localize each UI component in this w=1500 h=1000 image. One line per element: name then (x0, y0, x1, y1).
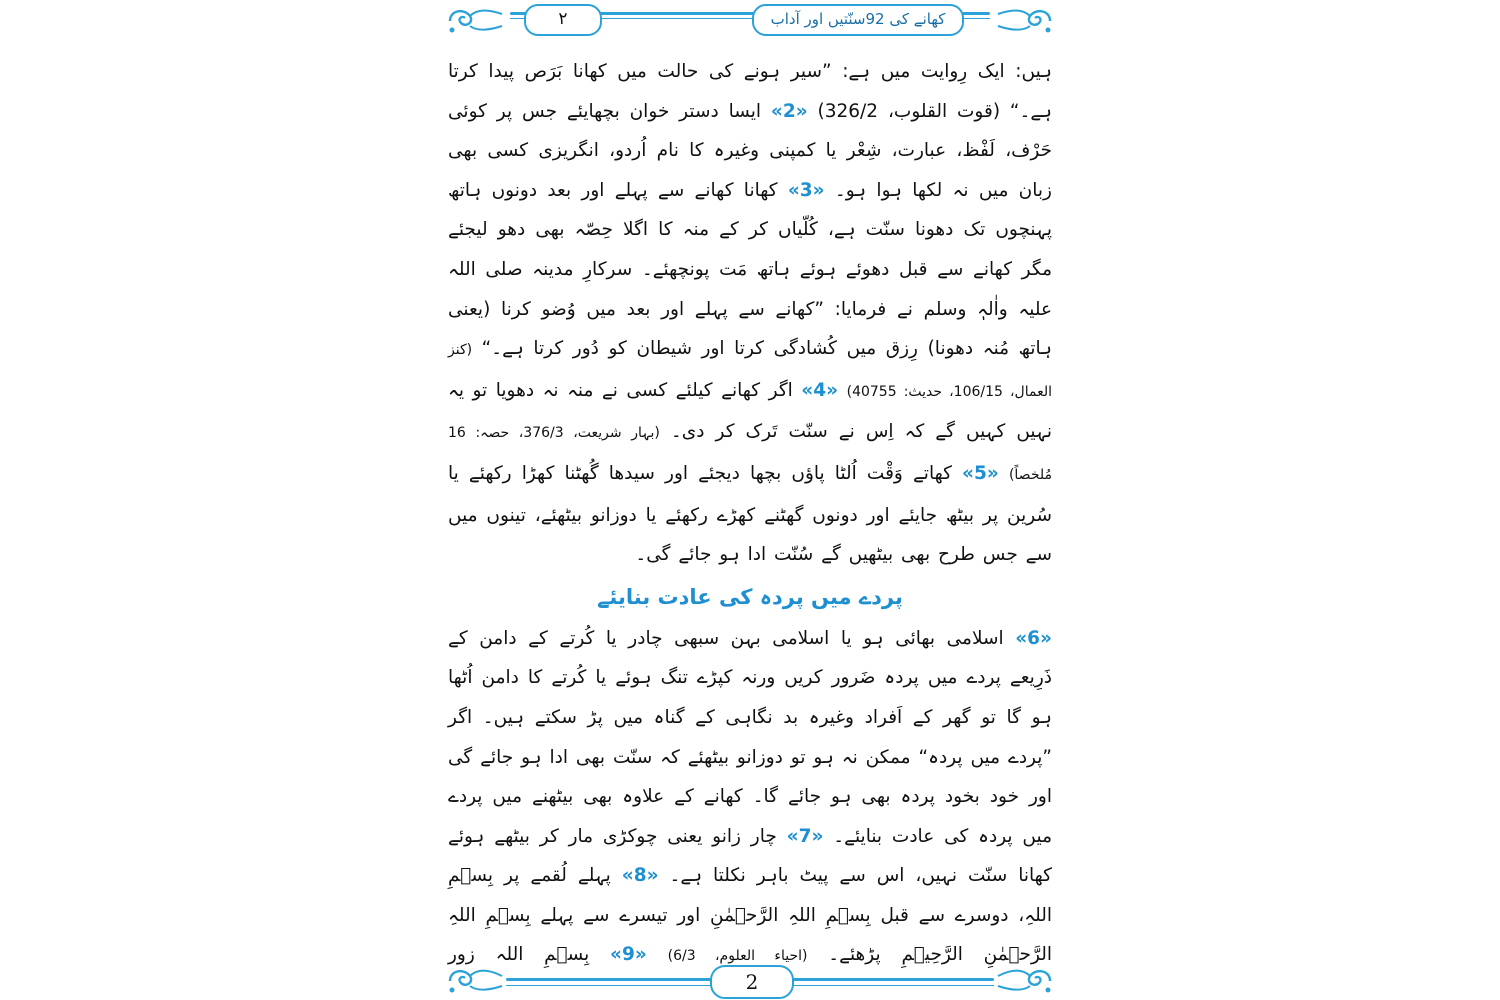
item-number: «3» (787, 179, 825, 201)
item-number: «9» (610, 944, 647, 966)
page-footer (440, 962, 1060, 998)
text-run: ایسا دستر خوان بچھایئے جس پر کوئی حَرْف، لَفْظ، عبارت، شِعْر یا کمپنی وغیرہ کا نام اُردو، انگریزی کسی بھی زبان میں نہ لکھا ہوا ہو۔ (448, 100, 1052, 201)
running-title: کھانے کی 92سنّتیں اور آداب (752, 4, 964, 36)
section-heading: پردے میں پردہ کی عادت بنایئے (597, 584, 903, 609)
book-page (440, 0, 1060, 1000)
right-ornament-icon (996, 964, 1056, 998)
page-body (448, 52, 1052, 977)
reference-citation: (بہار شریعت، 376/3، حصہ: 16 مُلخصاً) (448, 425, 1052, 483)
item-number: «8» (621, 865, 659, 887)
item-number: «2» (770, 100, 808, 122)
text-run: ہیں: ایک رِوایت میں ہے: ”سیر ہونے کی حالت میں کھانا بَرَص پیدا کرتا ہے۔“ (قوت القلوب، 326/2) (448, 61, 1053, 122)
page-header (440, 4, 1060, 38)
text-run: اگر کھانے کیلئے کسی نے منہ نہ دھویا تو یہ نہیں کہیں گے کہ اِس نے سنّت تَرک کر دی۔ (448, 379, 1052, 443)
text-run: کھاتے وَقْت اُلٹا پاؤں بچھا دیجئے اور سیدھا گُھٹنا کھڑا رکھئے یا سُرین پر بیٹھ جایئے اور دونوں گھٹنے کھڑے رکھئے یا دوزانو بیٹھئے، تینوں میں سے جس طرح بھی بیٹھیں گے سُنّت ادا ہو جائے گی۔ (448, 462, 1052, 566)
item-number: «7» (786, 825, 824, 847)
header-page-number: ٢ (524, 4, 602, 36)
text-run: اسلامی بھائی ہو یا اسلامی بہن سبھی چادر یا کُرتے کے دامن کے ذَرِیعے پردے میں پردہ ضَرور کریں ورنہ کپڑے تنگ ہوئے یا کُرتے کا دامن اُٹھا ہو گا تو گھر کے اَفراد وغیرہ بد نگاہی کے گناہ میں پڑ سکتے ہیں۔ اگر ”پردے میں پردہ“ ممکن نہ ہو تو دوزانو بیٹھئے کہ سنّت بھی ادا ہو جائے گی اور خود بخود پردہ بھی ہو جائے گا۔ کھانے کے علاوہ بھی بیٹھنے میں پردے میں پردہ کی عادت بنایئے۔ (448, 627, 1052, 847)
text-run (999, 463, 1009, 484)
item-number: «4» (801, 379, 839, 401)
item-number: «6» (1015, 627, 1052, 649)
text-run: بِسۡمِ اللہ زور (448, 944, 611, 966)
paragraph (448, 619, 1052, 977)
reference-citation: (احیاء العلوم، 6/3) (667, 948, 808, 965)
text-run: چار زانو یعنی چوکڑی مار کر بیٹھے ہوئے کھانا سنّت نہیں، اس سے پیٹ باہر نکلتا ہے۔ (448, 825, 1052, 887)
text-run (838, 380, 847, 401)
text-run: پہلے لُقمے پر بِسۡمِ اللہِ، دوسرے سے قبل بِسۡمِ اللہِ الرَّحۡمٰنِ اور تیسرے سے پہلے بِسۡمِ اللہِ الرَّحۡمٰنِ الرَّحِیۡمِ پڑھئے۔ (448, 865, 1052, 966)
footer-page-number: 2 (710, 965, 794, 999)
item-number: «5» (962, 462, 999, 484)
reference-citation: (کنز العمال، 106/15، حدیث: 40755) (448, 342, 1052, 400)
paragraph (448, 52, 1052, 575)
right-ornament-icon (996, 4, 1056, 38)
left-ornament-icon (444, 4, 504, 38)
left-ornament-icon (444, 964, 504, 998)
text-run: کھانا کھانے سے پہلے اور بعد دونوں ہاتھ پہنچوں تک دھونا سنّت ہے، کُلّیاں کر کے منہ کا اگلا حِصّہ بھی دھو لیجئے مگر کھانے سے قبل دھوئے ہوئے ہاتھ مَت پونچھئے۔ سرکارِ مدینہ صلی اللہ علیہ واٰلہٖ وسلم نے فرمایا: ”کھانے سے پہلے اور بعد میں وُضو کرنا (یعنی ہاتھ مُنہ دھونا) رِزق میں کُشادگی کرتا اور شیطان کو دُور کرتا ہے۔“ (448, 179, 1052, 360)
